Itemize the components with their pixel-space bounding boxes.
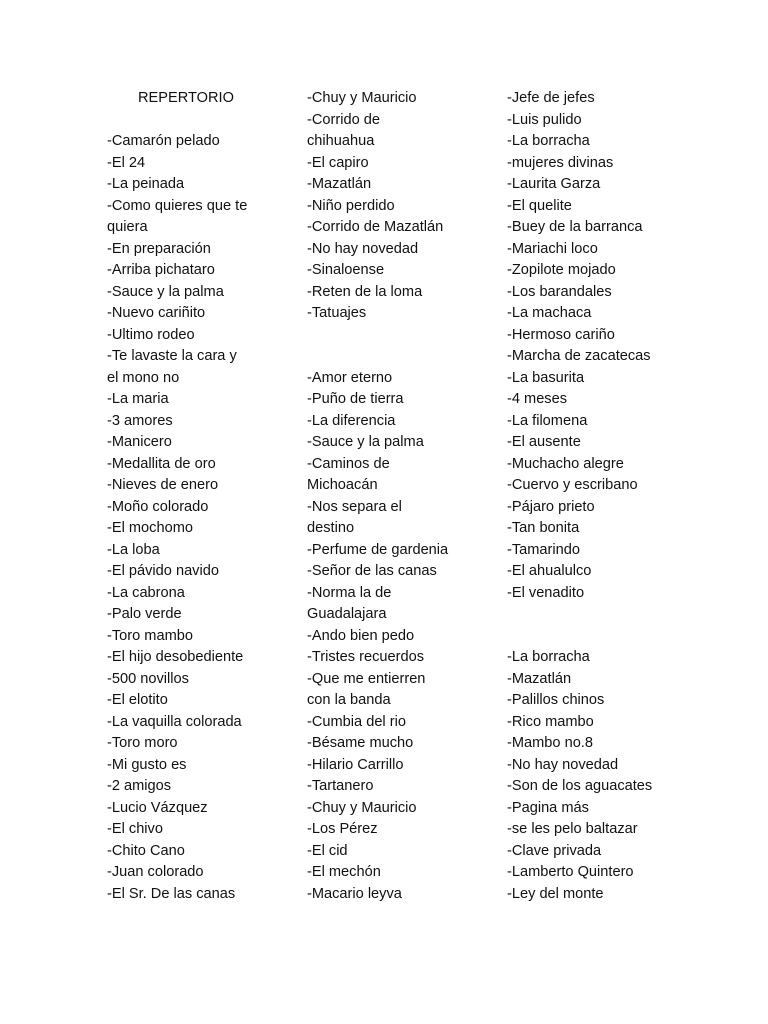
song-item: -Bésame mucho (307, 735, 414, 751)
song-item: -El mochomo (107, 520, 193, 536)
song-item: -Tristes recuerdos (307, 649, 425, 665)
blank-line (307, 325, 503, 347)
song-item: -Tan bonita (507, 520, 580, 536)
song-item: -Ley del monte (507, 885, 604, 902)
song-item: -Chuy y Mauricio (307, 90, 417, 106)
song-item: -La maria (107, 391, 169, 407)
song-item: -Norma la de (307, 584, 392, 601)
song-item: -Rico mambo (507, 713, 594, 730)
song-item: -Clave privada (507, 842, 602, 859)
song-item: -Amor eterno (307, 369, 393, 386)
song-item: -La borracha (507, 649, 590, 665)
blank-line (507, 604, 703, 626)
blank-line (307, 346, 503, 368)
song-item: -Sinaloense (307, 262, 385, 278)
song-item: con la banda (307, 692, 391, 708)
song-item: -El capiro (307, 154, 369, 171)
song-item: -Mi gusto es (107, 756, 187, 773)
song-item: -Cumbia del rio (307, 713, 406, 730)
song-item: -Muchacho alegre (507, 455, 624, 472)
song-item: -Reten de la loma (307, 283, 423, 300)
song-item: -Marcha de zacatecas (507, 348, 651, 364)
song-item: -El chivo (107, 821, 163, 837)
song-item: chihuahua (307, 133, 375, 149)
song-item: -Mariachi loco (507, 240, 598, 257)
song-item: -Que me entierren (307, 670, 426, 687)
song-item: -Mambo no.8 (507, 735, 593, 751)
song-item: -La loba (107, 541, 160, 558)
song-item: -3 amores (107, 412, 173, 429)
song-item: -se les pelo baltazar (507, 821, 638, 837)
song-item: -La filomena (507, 412, 588, 429)
song-item: -Chuy y Mauricio (307, 799, 417, 816)
song-item: -Son de los aguacates (507, 778, 653, 794)
song-item: -El cid (307, 842, 348, 859)
song-item: -500 novillos (107, 670, 189, 687)
song-item: -Nieves de enero (107, 477, 219, 493)
song-item: -Pagina más (507, 799, 589, 816)
song-item: -Luis pulido (507, 111, 582, 128)
song-item: -La vaquilla colorada (107, 713, 242, 730)
blank-line (507, 626, 703, 648)
song-item: -Chito Cano (107, 842, 185, 859)
song-item: -Tartanero (307, 778, 374, 794)
song-item: -Palillos chinos (507, 692, 605, 708)
song-item: -Puño de tierra (307, 391, 404, 407)
song-item: -Sauce y la palma (107, 283, 224, 300)
song-item: -Ultimo rodeo (107, 326, 195, 343)
song-item: -Jefe de jefes (507, 90, 595, 106)
song-item: -4 meses (507, 391, 568, 407)
song-item: -Juan colorado (107, 864, 204, 880)
song-item: -La machaca (507, 305, 592, 321)
song-item: -El venadito (507, 584, 585, 601)
song-item: -Palo verde (107, 606, 182, 622)
song-item: -mujeres divinas (507, 154, 614, 171)
song-item: -Señor de las canas (307, 563, 437, 579)
song-item: -En preparación (107, 240, 211, 257)
song-item: -El pávido navido (107, 563, 219, 579)
song-item: -Perfume de gardenia (307, 541, 449, 558)
song-item: -Toro mambo (107, 627, 193, 644)
song-item: -Cuervo y escribano (507, 477, 638, 493)
spacer (107, 110, 303, 132)
song-item: -El hijo desobediente (107, 649, 244, 665)
song-item: -No hay novedad (307, 240, 419, 257)
song-column-2 (307, 88, 503, 905)
song-item: -Sauce y la palma (307, 434, 424, 450)
song-item: -Hilario Carrillo (307, 756, 404, 773)
song-item: -El 24 (107, 154, 146, 171)
song-column-1 (107, 88, 303, 905)
song-item: -El ausente (507, 434, 581, 450)
song-item: -La basurita (507, 369, 585, 386)
song-item: -Zopilote mojado (507, 262, 616, 278)
song-item: -La peinada (107, 176, 185, 192)
song-item: -La borracha (507, 133, 590, 149)
song-item: -Nos separa el (307, 498, 402, 515)
song-item: -No hay novedad (507, 756, 619, 773)
song-item: -Mazatlán (307, 176, 372, 192)
song-item: -Lamberto Quintero (507, 864, 634, 880)
song-item: -Te lavaste la cara y (107, 348, 237, 364)
song-item: -Manicero (107, 434, 172, 450)
song-item: -2 amigos (107, 778, 172, 794)
song-item: -Macario leyva (307, 885, 402, 902)
song-item: -Medallita de oro (107, 455, 216, 472)
song-item: -El quelite (507, 197, 572, 214)
song-item: -Moño colorado (107, 498, 209, 515)
song-item: -Corrido de Mazatlán (307, 219, 444, 235)
song-item: quiera (107, 219, 148, 235)
song-item: -El ahualulco (507, 563, 592, 579)
song-item: -El elotito (107, 692, 168, 708)
song-item: el mono no (107, 369, 180, 386)
song-item: -El mechón (307, 864, 381, 880)
song-item: -Camarón pelado (107, 133, 220, 149)
song-item: -La cabrona (107, 584, 185, 601)
song-item: -El Sr. De las canas (107, 885, 236, 902)
song-item: -Mazatlán (507, 670, 572, 687)
song-item: -Hermoso cariño (507, 326, 615, 343)
song-item: -Niño perdido (307, 197, 395, 214)
song-item: -Tatuajes (307, 305, 367, 321)
song-item: -Caminos de (307, 455, 390, 472)
song-item: -Nuevo cariñito (107, 305, 206, 321)
song-item: -Arriba pichataro (107, 262, 215, 278)
song-item: -La diferencia (307, 412, 396, 429)
song-item: -Lucio Vázquez (107, 799, 208, 816)
document-title: REPERTORIO (138, 90, 234, 106)
song-item: Michoacán (307, 477, 378, 493)
song-item: -Corrido de (307, 111, 380, 128)
song-item: -Tamarindo (507, 541, 580, 558)
song-item: Guadalajara (307, 606, 387, 622)
song-item: -Toro moro (107, 735, 178, 751)
song-item: -Los barandales (507, 283, 612, 300)
song-item: -Como quieres que te (107, 197, 248, 214)
song-item: destino (307, 520, 355, 536)
song-item: -Buey de la barranca (507, 219, 643, 235)
song-item: -Pájaro prieto (507, 498, 595, 515)
song-column-3 (507, 88, 703, 905)
song-item: -Los Pérez (307, 821, 378, 837)
song-item: -Laurita Garza (507, 176, 601, 192)
song-item: -Ando bien pedo (307, 627, 415, 644)
